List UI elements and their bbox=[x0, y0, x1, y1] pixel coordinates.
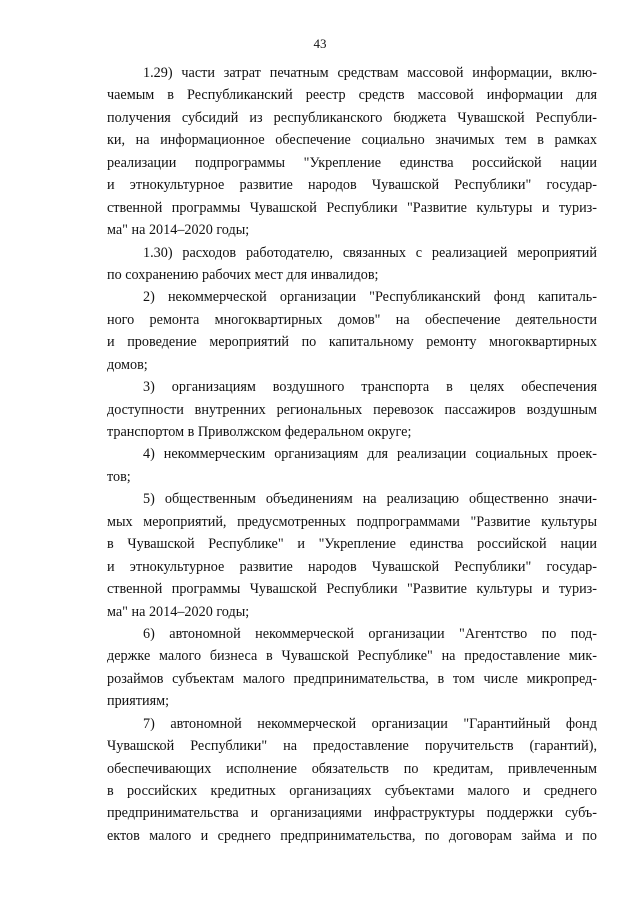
paragraph-line: держке малого бизнеса в Чувашской Республике" на предоставление мик- bbox=[107, 648, 597, 665]
paragraph-line: ма" на 2014–2020 годы; bbox=[107, 222, 250, 239]
paragraph-line: 1.30) расходов работодателю, связанных с реализацией мероприятий bbox=[143, 244, 597, 261]
paragraph-line: предпринимательства и организациями инфраструктуры поддержки субъ- bbox=[107, 805, 597, 822]
paragraph-line: ного ремонта многоквартирных домов" на обеспечение деятельности bbox=[107, 311, 597, 328]
paragraph-line: 6) автономной некоммерческой организации "Агентство по под- bbox=[143, 625, 597, 642]
paragraph-line: 7) автономной некоммерческой организации "Гарантийный фонд bbox=[143, 715, 597, 732]
paragraph-line: ма" на 2014–2020 годы; bbox=[107, 603, 250, 620]
paragraph-p-2 bbox=[107, 286, 597, 376]
paragraph-line: по сохранению рабочих мест для инвалидов; bbox=[107, 266, 379, 283]
paragraph-line: получения субсидий из республиканского бюджета Чувашской Республи- bbox=[107, 109, 597, 126]
paragraph-line: мых мероприятий, предусмотренных подпрограммами "Развитие культуры bbox=[107, 513, 597, 530]
paragraph-line: в российских кредитных организациях субъектами малого и среднего bbox=[107, 783, 597, 799]
paragraph-line: и проведение мероприятий по капитальному ремонту многоквартирных bbox=[107, 334, 597, 351]
paragraph-p-1-30 bbox=[107, 242, 597, 287]
paragraph-line: приятиям; bbox=[107, 693, 170, 710]
paragraph-line: 1.29) части затрат печатным средствам массовой информации, вклю- bbox=[143, 65, 597, 81]
paragraph-line: ственной программы Чувашской Республики "Развитие культуры и туриз- bbox=[107, 199, 597, 216]
paragraph-line: 5) общественным объединениям на реализацию общественно значи- bbox=[143, 491, 597, 508]
paragraph-line: реализации подпрограммы "Укрепление единства российской нации bbox=[107, 154, 597, 171]
paragraph-line: чаемым в Республиканский реестр средств массовой информации для bbox=[107, 87, 597, 104]
paragraph-p-1-29 bbox=[107, 62, 597, 242]
paragraph-line: в Чувашской Республике" и "Укрепление единства российской нации bbox=[107, 536, 597, 553]
paragraph-line: транспортом в Приволжском федеральном округе; bbox=[107, 424, 412, 440]
paragraph-line: и этнокультурное развитие народов Чувашской Республики" государ- bbox=[107, 177, 597, 194]
document-body bbox=[107, 62, 597, 847]
paragraph-line: доступности внутренних региональных перевозок пассажиров воздушным bbox=[107, 401, 597, 418]
paragraph-line: Чувашской Республики" на предоставление поручительств (гарантий), bbox=[107, 738, 597, 755]
paragraph-line: розаймов субъектам малого предпринимательства, в том числе микропред- bbox=[107, 670, 597, 687]
paragraph-p-3 bbox=[107, 376, 597, 443]
paragraph-line: домов; bbox=[107, 356, 148, 373]
paragraph-line: ектов малого и среднего предпринимательства, по договорам займа и по bbox=[107, 827, 597, 844]
paragraph-line: и этнокультурное развитие народов Чувашской Республики" государ- bbox=[107, 558, 597, 575]
paragraph-line: ственной программы Чувашской Республики "Развитие культуры и туриз- bbox=[107, 581, 597, 598]
page-number: 43 bbox=[313, 36, 327, 51]
paragraph-p-6 bbox=[107, 623, 597, 713]
paragraph-p-4 bbox=[107, 443, 597, 488]
paragraph-line: 3) организациям воздушного транспорта в целях обеспечения bbox=[143, 379, 597, 396]
paragraph-p-5 bbox=[107, 488, 597, 623]
paragraph-p-7 bbox=[107, 713, 597, 848]
paragraph-line: 4) некоммерческим организациям для реализации социальных проек- bbox=[143, 446, 597, 463]
paragraph-line: тов; bbox=[107, 468, 131, 485]
paragraph-line: обеспечивающих исполнение обязательств по кредитам, привлеченным bbox=[107, 760, 597, 777]
paragraph-line: ки, на информационное обеспечение социально значимых тем в рамках bbox=[107, 132, 597, 149]
paragraph-line: 2) некоммерческой организации "Республиканский фонд капиталь- bbox=[143, 289, 597, 306]
